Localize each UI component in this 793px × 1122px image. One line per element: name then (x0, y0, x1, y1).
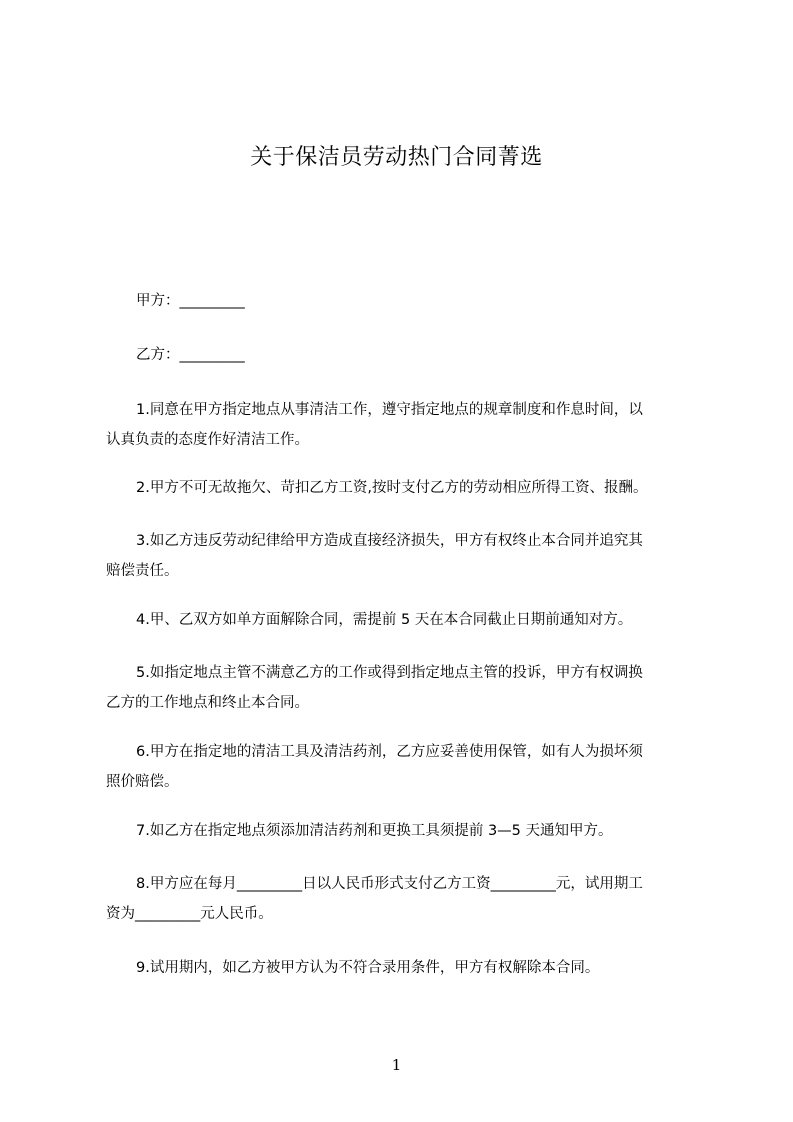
document-title: 关于保洁员劳动热门合同菁选 (250, 145, 543, 170)
party-b-line: 乙方：_________ (136, 347, 245, 363)
clause-3-line-1: 3.如乙方违反劳动纪律给甲方造成直接经济损失，甲方有权终止本合同并追究其 (136, 533, 643, 549)
clause-1-line-2: 认真负责的态度作好清洁工作。 (106, 432, 309, 448)
clause-5 (106, 658, 706, 718)
clause-6-line-1: 6.甲方在指定地的清洁工具及清洁药剂，乙方应妥善使用保管，如有人为损坏须 (136, 744, 643, 760)
page-number: 1 (391, 1056, 402, 1074)
clause-2 (106, 473, 706, 503)
clause-4-line-1: 4.甲、乙双方如单方面解除合同，需提前 5 天在本合同截止日期前通知对方。 (136, 612, 633, 628)
clause-2-line-1: 2.甲方不可无故拖欠、苛扣乙方工资,按时支付乙方的劳动相应所得工资、报酬。 (136, 480, 648, 496)
clause-6-line-2: 照价赔偿。 (106, 774, 179, 790)
clause-5-line-1: 5.如指定地点主管不满意乙方的工作或得到指定地点主管的投诉，甲方有权调换 (136, 665, 643, 681)
clause-9 (106, 953, 706, 983)
clause-6 (106, 737, 706, 797)
clause-1-line-1: 1.同意在甲方指定地点从事清洁工作，遵守指定地点的规章制度和作息时间，以 (136, 402, 643, 418)
party-a-line: 甲方：_________ (136, 293, 245, 309)
clause-7-line-1: 7.如乙方在指定地点须添加清洁药剂和更换工具须提前 3—5 天通知甲方。 (136, 823, 613, 839)
clause-7 (106, 816, 706, 846)
clause-5-line-2: 乙方的工作地点和终止本合同。 (106, 695, 309, 711)
clause-4 (106, 605, 706, 635)
clause-8-line-1: 8.甲方应在每月_________日以人民币形式支付乙方工资_________元，试用期工 (136, 876, 643, 892)
clause-3 (106, 526, 706, 586)
clause-3-line-2: 赔偿责任。 (106, 563, 179, 579)
clause-1 (106, 395, 706, 455)
clause-8-line-2: 资为_________元人民币。 (106, 906, 273, 922)
clause-8 (106, 869, 706, 929)
clause-9-line-1: 9.试用期内，如乙方被甲方认为不符合录用条件，甲方有权解除本合同。 (136, 960, 600, 976)
